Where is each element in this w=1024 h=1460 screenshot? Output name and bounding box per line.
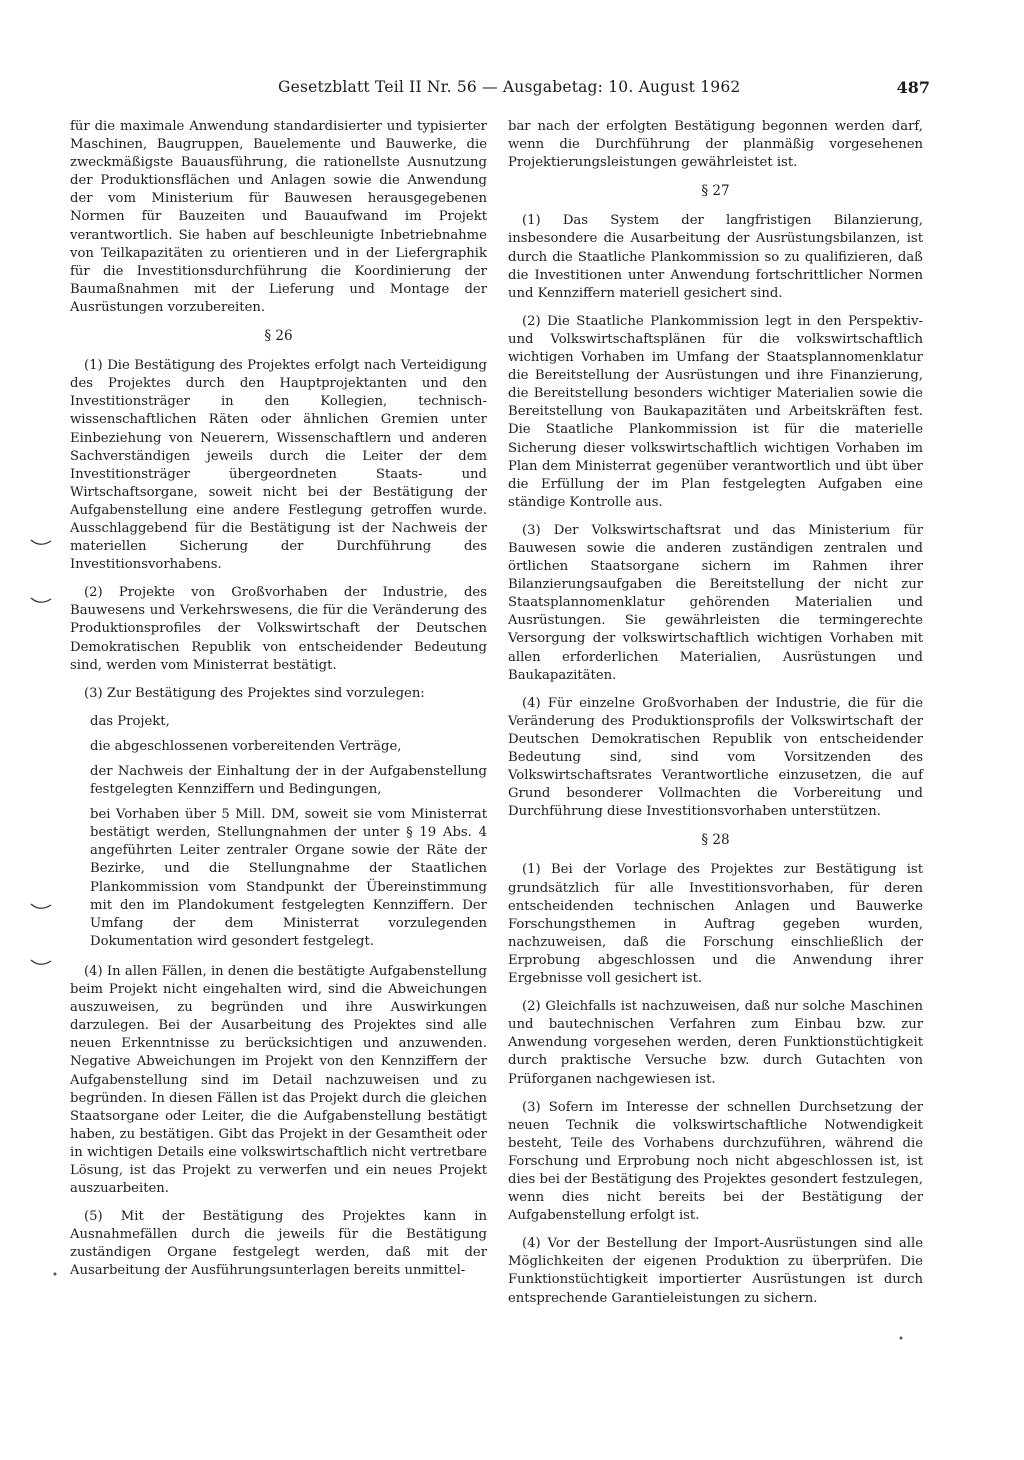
margin-mark	[30, 958, 52, 968]
list-item: die abgeschlossenen vorbereitenden Verträge,	[90, 738, 402, 754]
page-header	[70, 78, 930, 100]
paragraph: (1) Das System der langfristigen Bilanzierung, insbesondere die Ausarbeitung der Ausrüstungsbilanzen, ist durch die Staatliche Plankommission so zu qualifizieren, daß die Investitionen unter Anwendung fortschrittlicher Normen und Kennziffern materiell gesichert sind.	[508, 213, 923, 301]
list-item: bei Vorhaben über 5 Mill. DM, soweit sie vom Ministerrat bestätigt werden, Stellungnahmen der unter § 19 Abs. 4 angeführten Leiter zentraler Organe sowie der Räte der Bezirke, und die Stellungnahme der Staatlichen Plankommission vom Standpunkt der Übereinstimmung mit den im Plandokument festgelegten Kennziffern. Der Umfang der dem Ministerrat vorzulegenden Dokumentation wird gesondert festgelegt.	[90, 807, 487, 949]
page-number: 487	[896, 78, 930, 97]
list-item: das Projekt,	[90, 713, 170, 729]
section-heading-27: § 27	[701, 183, 730, 200]
scan-speck	[898, 1326, 904, 1332]
paragraph: (3) Der Volkswirtschaftsrat und das Ministerium für Bauwesen sowie die anderen zuständigen zentralen und örtlichen Staatsorgane sichern im Rahmen ihrer Bilanzierungsaufgaben die Bereitstellung der nicht zur Staatsplannomenklatur gehörenden Materialien und Ausrüstungen. Sie gewährleisten die termingerechte Versorgung der volkswirtschaftlich wichtigen Vorhaben mit allen erforderlichen Materialien, Ausrüstungen und Baukapazitäten.	[508, 522, 923, 683]
scan-speck	[52, 1262, 58, 1268]
right-column	[508, 118, 923, 1318]
section-heading-28: § 28	[701, 832, 730, 849]
section-heading-26: § 26	[264, 328, 293, 345]
paragraph: (3) Zur Bestätigung des Projektes sind vorzulegen:	[84, 685, 425, 701]
header-title: Gesetzblatt Teil II Nr. 56 — Ausgabetag: 10. August 1962	[278, 78, 741, 96]
paragraph: für die maximale Anwendung standardisierter und typisierter Maschinen, Baugruppen, Bauelemente und Bauwerke, die zweckmäßigste Bauausführung, die rationellste Ausnutzung der Produktionsflächen und Anlagen sowie die Anwendung der vom Ministerium für Bauwesen herausgegebenen Normen für Bauzeiten und Bauaufwand im Projekt verantwortlich. Sie haben auf beschleunigte Inbetriebnahme von Teilkapazitäten zu orientieren und in der Liefergraphik für die Investitionsdurchführung die Koordinierung der Baumaßnahmen mit der Lieferung und Montage der Ausrüstungen vorzubereiten.	[70, 119, 487, 315]
paragraph: (4) Für einzelne Großvorhaben der Industrie, die für die Veränderung des Produktionsprofils der Volkswirtschaft der Deutschen Demokratischen Republik von entscheidender Bedeutung sind, sind vom Vorsitzenden des Volkswirtschaftsrates Verantwortliche einzusetzen, die auf Grund besonderer Vollmachten die Vorbereitung und Durchführung diese Investitionsvorhaben unterstützen.	[508, 695, 923, 820]
list-item: der Nachweis der Einhaltung der in der Aufgabenstellung festgelegten Kennziffern und Bedingungen,	[90, 764, 487, 798]
paragraph: (1) Die Bestätigung des Projektes erfolgt nach Verteidigung des Projektes durch den Hauptprojektanten und den Investitionsträger in den Kollegien, technisch-wissenschaftlichen Räten oder ähnlichen Gremien unter Einbeziehung von Neuerern, Wissenschaftlern und anderen Sachverständigen jeweils durch die Leiter der dem Investitionsträger übergeordneten Staats- und Wirtschaftsorgane, soweit nicht bei der Bestätigung der Aufgabenstellung eine andere Festlegung getroffen wurde. Ausschlaggebend für die Bestätigung ist der Nachweis der materiellen Sicherung der Durchführung des Investitionsvorhabens.	[70, 358, 487, 573]
paragraph: (3) Sofern im Interesse der schnellen Durchsetzung der neuen Technik die volkswirtschaftliche Notwendigkeit besteht, Teile des Vorhabens durchzuführen, während die Forschung und Erprobung noch nicht abgeschlossen ist, ist dies bei der Bestätigung des Projektes gesondert festzulegen, wenn dies nicht bereits bei der Bestätigung der Aufgabenstellung erfolgt ist.	[508, 1099, 923, 1224]
margin-mark	[30, 902, 52, 912]
paragraph: bar nach der erfolgten Bestätigung begonnen werden darf, wenn die Durchführung der planmäßig vorgesehenen Projektierungsleistungen gewährleistet ist.	[508, 119, 923, 171]
paragraph: (2) Gleichfalls ist nachzuweisen, daß nur solche Maschinen und bautechnischen Verfahren zum Einbau bzw. zur Anwendung vorgesehen werden, deren Funktionstüchtigkeit durch praktische Versuche bzw. durch Gutachten von Prüforganen nachgewiesen ist.	[508, 999, 923, 1087]
paragraph: (2) Die Staatliche Plankommission legt in den Perspektiv- und Volkswirtschaftsplänen für die volkswirtschaftlich wichtigen Vorhaben im Umfang der Staatsplannomenklatur die Bereitstellung der Ausrüstungen und ihre Finanzierung, die Bereitstellung besonders wichtiger Materialien sowie die Bereitstellung von Baukapazitäten und Arbeitskräften fest. Die Staatliche Plankommission ist für die materielle Sicherung dieser volkswirtschaftlich wichtigen Vorhaben im Plan dem Ministerrat gegenüber verantwortlich und übt über die Erfüllung der im Plan festgelegten Aufgaben eine ständige Kontrolle aus.	[508, 313, 923, 510]
paragraph: (4) Vor der Bestellung der Import-Ausrüstungen sind alle Möglichkeiten der eigenen Produktion zu überprüfen. Die Funktionstüchtigkeit importierter Ausrüstungen ist durch entsprechende Garantieleistungen zu sichern.	[508, 1236, 923, 1306]
paragraph: (2) Projekte von Großvorhaben der Industrie, des Bauwesens und Verkehrswesens, die für die Veränderung des Produktionsprofiles der Volkswirtschaft der Deutschen Demokratischen Republik von entscheidender Bedeutung sind, werden vom Ministerrat bestätigt.	[70, 585, 487, 673]
paragraph: (1) Bei der Vorlage des Projektes zur Bestätigung ist grundsätzlich für alle Investitionsvorhaben, für deren entscheidenden technischen Anlagen und Bauwerke Forschungsthemen in Auftrag gegeben wurden, nachzuweisen, daß die Forschung einschließlich der Erprobung abgeschlossen und die Anwendung ihrer Ergebnisse voll gesichert ist.	[508, 862, 923, 987]
paragraph: (5) Mit der Bestätigung des Projektes kann in Ausnahmefällen durch die jeweils für die Bestätigung zuständigen Organe festgelegt werden, daß mit der Ausarbeitung der Ausführungsunterlagen bereits unmittel-	[70, 1209, 487, 1279]
margin-mark	[30, 596, 52, 606]
left-column	[70, 118, 487, 1291]
margin-mark	[30, 538, 52, 548]
paragraph: (4) In allen Fällen, in denen die bestätigte Aufgabenstellung beim Projekt nicht eingehalten wird, sind die Abweichungen auszuweisen, zu begründen und ihre Auswirkungen darzulegen. Bei der Ausarbeitung des Projektes sind alle neuen Erkenntnisse zu berücksichtigen und anzuwenden. Negative Abweichungen im Projekt von den Kennziffern der Aufgabenstellung sind im Detail nachzuweisen und zu begründen. In diesen Fällen ist das Projekt durch die gleichen Staatsorgane oder Leiter, die die Aufgabenstellung bestätigt haben, zu bestätigen. Gibt das Projekt in der Gesamtheit oder in wichtigen Details eine volkswirtschaftlich nicht vertretbare Lösung, ist das Projekt zu verwerfen und ein neues Projekt auszuarbeiten.	[70, 963, 487, 1197]
